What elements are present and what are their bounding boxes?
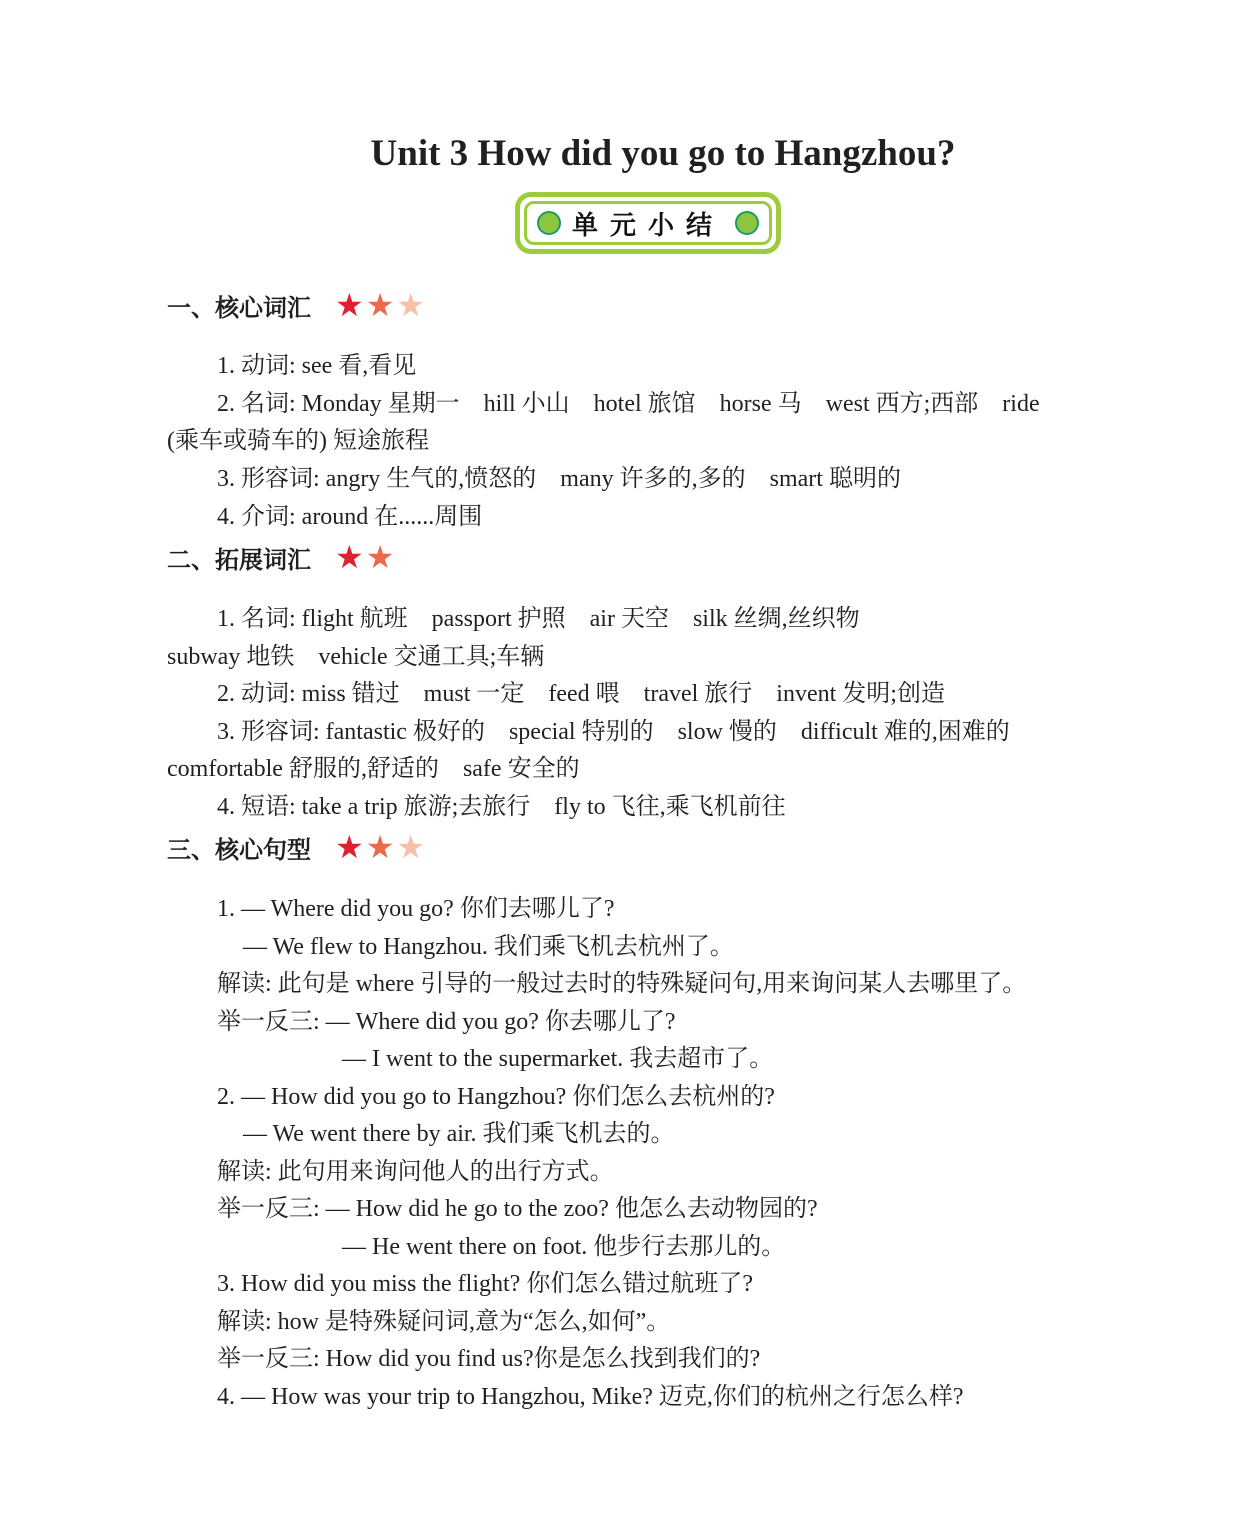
green-dot-icon xyxy=(735,211,759,235)
section-heading-text: 二、拓展词汇 xyxy=(167,545,311,574)
text-line: 3. How did you miss the flight? 你们怎么错过航班了? xyxy=(217,1271,753,1297)
rating-stars xyxy=(335,538,396,576)
star-icon: ★ xyxy=(335,286,366,324)
section-heading xyxy=(167,538,396,576)
star-icon: ★ xyxy=(365,286,397,324)
text-line: 1. — Where did you go? 你们去哪儿了? xyxy=(217,896,615,922)
text-line: — He went there on foot. 他步行去那儿的。 xyxy=(342,1234,786,1260)
star-icon: ★ xyxy=(335,538,366,576)
text-line: 解读: 此句是 where 引导的一般过去时的特殊疑问句,用来询问某人去哪里了。 xyxy=(217,971,1027,997)
text-line: comfortable 舒服的,舒适的 safe 安全的 xyxy=(167,756,580,782)
section-heading xyxy=(167,286,427,324)
star-icon: ★ xyxy=(365,538,397,576)
text-line: 4. — How was your trip to Hangzhou, Mike? 迈克,你们的杭州之行怎么样? xyxy=(217,1384,964,1410)
text-line: 举一反三: How did you find us?你是怎么找到我们的? xyxy=(217,1346,761,1372)
text-line: 2. 动词: miss 错过 must 一定 feed 喂 travel 旅行 invent 发明;创造 xyxy=(217,681,945,707)
section-heading-text: 一、核心词汇 xyxy=(167,293,311,322)
text-line: 4. 介词: around 在......周围 xyxy=(217,504,483,530)
unit-summary-badge xyxy=(515,192,781,254)
star-icon: ★ xyxy=(396,286,428,324)
text-line: 2. — How did you go to Hangzhou? 你们怎么去杭州的? xyxy=(217,1084,775,1110)
star-icon: ★ xyxy=(365,828,397,866)
star-icon: ★ xyxy=(335,828,366,866)
text-line: 4. 短语: take a trip 旅游;去旅行 fly to 飞往,乘飞机前往 xyxy=(217,794,786,820)
green-dot-icon xyxy=(537,211,561,235)
text-line: 解读: how 是特殊疑问词,意为“怎么,如何”。 xyxy=(217,1309,671,1335)
text-line: 举一反三: — Where did you go? 你去哪儿了? xyxy=(217,1009,676,1035)
rating-stars xyxy=(335,286,427,324)
text-line: 1. 名词: flight 航班 passport 护照 air 天空 silk 丝绸,丝织物 xyxy=(217,606,860,632)
section-heading-text: 三、核心句型 xyxy=(167,835,311,864)
text-line: 2. 名词: Monday 星期一 hill 小山 hotel 旅馆 horse 马 west 西方;西部 ride xyxy=(217,391,1040,417)
text-line: — I went to the supermarket. 我去超市了。 xyxy=(342,1046,774,1072)
text-line: 1. 动词: see 看,看见 xyxy=(217,353,417,379)
text-line: 3. 形容词: fantastic 极好的 special 特别的 slow 慢的 difficult 难的,困难的 xyxy=(217,719,1010,745)
rating-stars xyxy=(335,828,427,866)
text-line: (乘车或骑车的) 短途旅程 xyxy=(167,428,429,454)
text-line: 解读: 此句用来询问他人的出行方式。 xyxy=(217,1159,614,1185)
star-icon: ★ xyxy=(396,828,428,866)
text-line: — We flew to Hangzhou. 我们乘飞机去杭州了。 xyxy=(243,934,734,960)
text-line: 举一反三: — How did he go to the zoo? 他怎么去动物园的? xyxy=(217,1196,818,1222)
section-heading xyxy=(167,828,427,866)
text-line: 3. 形容词: angry 生气的,愤怒的 many 许多的,多的 smart 聪明的 xyxy=(217,466,901,492)
page-title: Unit 3 How did you go to Hangzhou? xyxy=(370,133,956,174)
text-line: — We went there by air. 我们乘飞机去的。 xyxy=(243,1121,675,1147)
badge-label: 单元小结 xyxy=(571,210,724,241)
text-line: subway 地铁 vehicle 交通工具;车辆 xyxy=(167,644,545,670)
